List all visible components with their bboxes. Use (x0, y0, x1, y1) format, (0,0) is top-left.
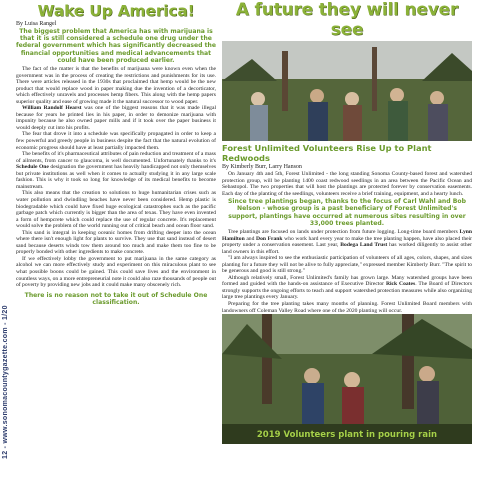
article-wake-up-america (16, 0, 216, 480)
pull-quote-left: There is no reason not to take it out of Schedule One classification. (24, 291, 208, 306)
article-body-left (16, 66, 216, 289)
photo-volunteers-rain (222, 314, 472, 444)
lead-paragraph-left: The biggest problem that America has with marijuana is that it is still considered a schedule one drug under the federal government which has significantly decreased the financial opportunities and medical advancements that could have been produced earlier. (16, 28, 216, 64)
body-paragraph: This also means that the creation to solutions to huge humanitarian crises such as water pollution and dwindling beaches have never been considered. Hemp plastic is biodegradable which could have fixed huge ecological catastrophes such as the pacific garbage patch which currently is bigger than the area of texas. They have even invented a form of hempcrete which could replace the use of regular concrete. It's replacement would solve the problem of the world running out of critical beach and ocean floor sand. (16, 190, 216, 230)
byline-right: By Kimberly Burr, Larry Hanson (222, 164, 302, 170)
body-paragraph: "I am always inspired to see the enthusiastic participation of volunteers of all ages, colors, shapes, and sizes planting for a future they will not be alive to fully appreciate," expressed member Kimberly Burr. "The spirit to be generous and good is still strong." (222, 255, 472, 275)
article-future-never-see (222, 0, 472, 480)
lead-paragraph-right: Since tree plantings began, thanks to the focus of Carl Wahl and Bob Nelson - whose group is a past beneficiary of Forest Unlimited's support, plantings have occurred at numerous sites resulting in over 33,000 trees planted. (228, 198, 466, 227)
page-footer-vertical: 12 - www.sonomacountygazette.com - 1/20 (2, 305, 9, 459)
byline-left: By Luisa Rangel (16, 21, 57, 27)
body-paragraph: The fact of the matter is that the benefits of marijuana were known even when the government was in the process of creating the restrictions and punishments for its use. There were articles released in the 1930s that proclaimed that hemp would be the new product that would replace wood in paper making due the invention of a decorticator, which effectively unravels and processes hemp fibers. This along with the hemp papers superior quality and ease of growing made it the natural successor to wood paper. (16, 66, 216, 105)
photo-volunteers-forest (222, 41, 472, 141)
article-body-right-1 (222, 171, 472, 197)
body-paragraph: Although relatively small, Forest Unlimited's family has grown large. Many watershed groups have been formed and guided with the hands-on assistance of Executive Director Rick Coates. The Board of Directors strongly supports the ongoing efforts to teach and support watershed protection measures while also organizing large tree plantings every January. (222, 274, 472, 301)
photo-volunteers-forest-image (222, 41, 472, 141)
subhead-forest-unlimited: Forest Unlimited Volunteers Rise Up to Plant Redwoods (222, 143, 432, 163)
body-paragraph: Preparing for the tree planting takes many months of planning. Forest Unlimited Board members with landowners off Coleman Valley Road where one of the 2020 planting will occur. (222, 301, 472, 314)
headline-wake-up-america: Wake Up America! (37, 2, 195, 20)
photo-caption-rain: 2019 Volunteers plant in pouring rain (256, 430, 438, 441)
headline-future-never-see: A future they will never see (235, 0, 459, 40)
page-margin-strip (0, 0, 12, 480)
body-paragraph: The benefits of it's pharmaceutical attributes of pain reduction and treatment of a mass of ailments, from cancer to glaucoma, is well documented. Unfortunately thanks to it's Schedule One designation the government has heavily handicapped not only themselves but private institutions as well when it comes to actually studying it in any large scale fashion. This is why it took so long for knowledge of its medical benefits to become mainstream. (16, 151, 216, 190)
body-paragraph: Tree plantings are focused on lands under protection from future logging. Long-time board members Lynn Hamilton and Don Frank who work hard every year to make the tree planting happen, have also placed their property under a conservation easement. Last year, Bodega Land Trust has worked diligently to assist other land owners in this effort. (222, 229, 472, 255)
body-paragraph: On January 4th and 5th, Forest Unlimited - the long standing Sonoma County-based forest and watershed protection group, will be planting 1400 coast redwood seedlings in an area between the Pacific Ocean and Sebastopol. The two properties that will host the plantings are protected forever by conservation easements. Each day of the planting of the seedlings, volunteers receive a brief training, equipment, and a hearty lunch. (222, 171, 472, 197)
article-body-right-2 (222, 229, 472, 314)
body-paragraph: This sand is integral in keeping oceanic homes from drifting deeper into the ocean where there isn't enough light for plants to survive. They use that sand instead of desert sand because deserts winds tow them around too much and make them too fine to be properly bonded with other ingredients to make concrete. (16, 229, 216, 256)
photo-volunteers-rain-image (222, 314, 472, 444)
body-paragraph: William Randolf Hearst was one of the biggest reasons that it was made illegal because for years he printed lies in his paper, in order to demonize marijuana with impunity because he also owned paper mills and if it took over the paper business it would deeply cut into his profits. (16, 105, 216, 131)
body-paragraph: The fear that drove it into a schedule was specifically propagated in order to keep a few powerful and greedy people in business despite the fact that the natural evolution of economic progress should have at least partially impacted them. (16, 131, 216, 151)
body-paragraph: If we effectively lobby the government to put marijuana in the same category as alcohol we can more effectively study and experiment on this miraculous plant to see what possible boons could be gained. This could save lives and the environment in countless ways, on a more entrepreneurial note it could also raze thousands of people out of poverty by providing new jobs and it could make many obscenely rich. (16, 255, 216, 289)
